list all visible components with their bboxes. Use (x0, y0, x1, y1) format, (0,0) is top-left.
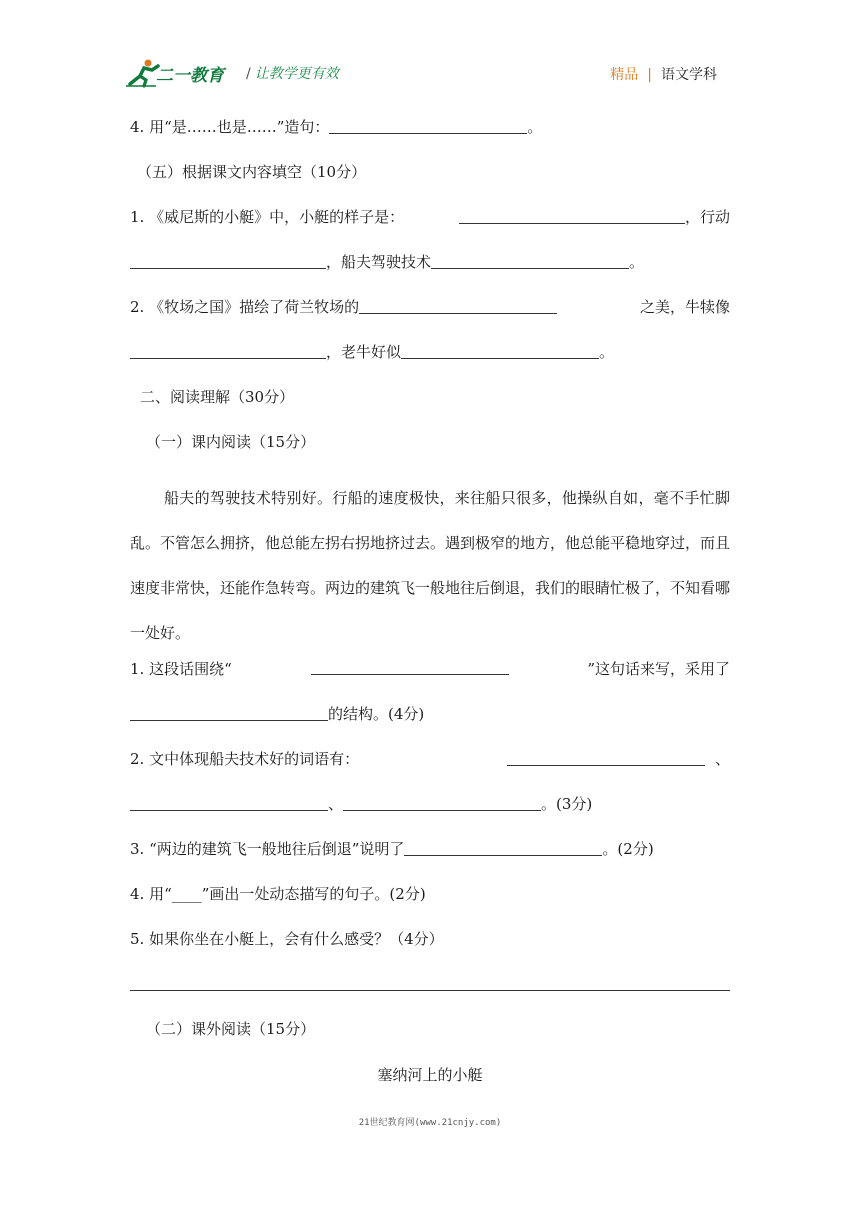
section-5-heading: （五）根据课文内容填空（10分） (137, 163, 367, 181)
reading-question-1-line-2 (130, 703, 730, 725)
reading-question-2-line-1 (130, 748, 730, 770)
running-man-logo-icon (126, 58, 160, 88)
question-text: ”这句话来写，采用了 (587, 660, 730, 678)
answer-blank[interactable] (130, 342, 326, 359)
slogan-text: 让教学更有效 (254, 66, 339, 82)
logo (126, 58, 246, 90)
logo-text: 二一教育 (156, 66, 224, 86)
answer-blank[interactable] (311, 658, 509, 675)
subsection-2-heading: （二）课外阅读（15分） (146, 1020, 316, 1038)
reading-question-3 (130, 838, 730, 860)
question-text: 1. 《威尼斯的小艇》中，小艇的样子是： (130, 208, 405, 226)
question-text: 3. “两边的建筑飞一般地往后倒退”说明了 (130, 840, 405, 858)
reading-question-2-line-2 (130, 793, 730, 815)
subsection-1-heading: （一）课内阅读（15分） (146, 433, 316, 451)
question-text: 2. 文中体现船夫技术好的词语有： (130, 750, 360, 768)
reading-passage: 船夫的驾驶技术特别好。行船的速度极快，来往船只很多，他操纵自如，毫不手忙脚乱。不管怎么拥挤，他总能左拐右拐地挤过去。遇到极窄的地方，他总能平稳地穿过，而且速度非常快，还能作急转弯。两边的建筑飞一般地往后倒退，我们的眼睛忙极了，不知看哪一处好。 (130, 489, 731, 642)
story-title: 塞纳河上的小艇 (377, 1066, 483, 1084)
punct: 。 (599, 343, 615, 361)
question-5-2-line-2 (130, 341, 730, 363)
reading-question-1-line-1 (130, 658, 730, 680)
answer-blank[interactable] (130, 794, 328, 811)
answer-blank[interactable] (507, 749, 705, 766)
question-5-1-line-1 (130, 206, 730, 228)
question-text: 。(2分) (602, 840, 654, 858)
badge-subject: 语文学科 (661, 67, 717, 83)
reading-question-5: 5. 如果你坐在小艇上，会有什么感受？（4分） (130, 930, 444, 948)
punct: 、 (328, 795, 344, 813)
badge-separator: | (647, 67, 652, 83)
answer-blank[interactable] (359, 297, 557, 314)
question-4-make-sentence (130, 116, 730, 138)
punct: 、 (714, 750, 730, 768)
question-text: ，行动 (684, 208, 730, 226)
answer-blank[interactable] (329, 117, 527, 134)
question-5-1-line-2 (130, 251, 730, 273)
reading-question-4: 4. 用“____”画出一处动态描写的句子。(2分) (130, 885, 426, 903)
page-header (0, 0, 860, 100)
answer-blank[interactable] (459, 207, 685, 224)
question-text: 的结构。(4分) (328, 705, 425, 723)
answer-blank[interactable] (431, 252, 629, 269)
answer-blank[interactable] (130, 252, 326, 269)
question-5-2-line-1 (130, 296, 730, 318)
part-2-heading: 二、阅读理解（30分） (140, 388, 295, 406)
answer-line[interactable] (130, 990, 730, 991)
badge-quality: 精品 (610, 67, 639, 83)
slogan: / 让教学更有效 (246, 66, 339, 82)
question-text: 。(3分) (541, 795, 593, 813)
answer-blank[interactable] (343, 794, 541, 811)
question-text: 2. 《牧场之国》描绘了荷兰牧场的 (130, 298, 360, 316)
answer-blank[interactable] (404, 839, 602, 856)
punct: 。 (629, 253, 645, 271)
answer-blank[interactable] (401, 342, 599, 359)
question-text: 之美，牛犊像 (639, 298, 730, 316)
answer-blank[interactable] (130, 704, 328, 721)
question-text: ，老牛好似 (326, 343, 402, 361)
subject-badge (610, 64, 717, 84)
question-text: ，船夫驾驶技术 (326, 253, 432, 271)
question-text: 4. 用“是……也是……”造句： (130, 118, 330, 136)
question-text: 1. 这段话围绕“ (130, 660, 232, 678)
punct: 。 (527, 118, 543, 136)
page-footer: 21世纪教育网(www.21cnjy.com) (358, 1118, 502, 1128)
